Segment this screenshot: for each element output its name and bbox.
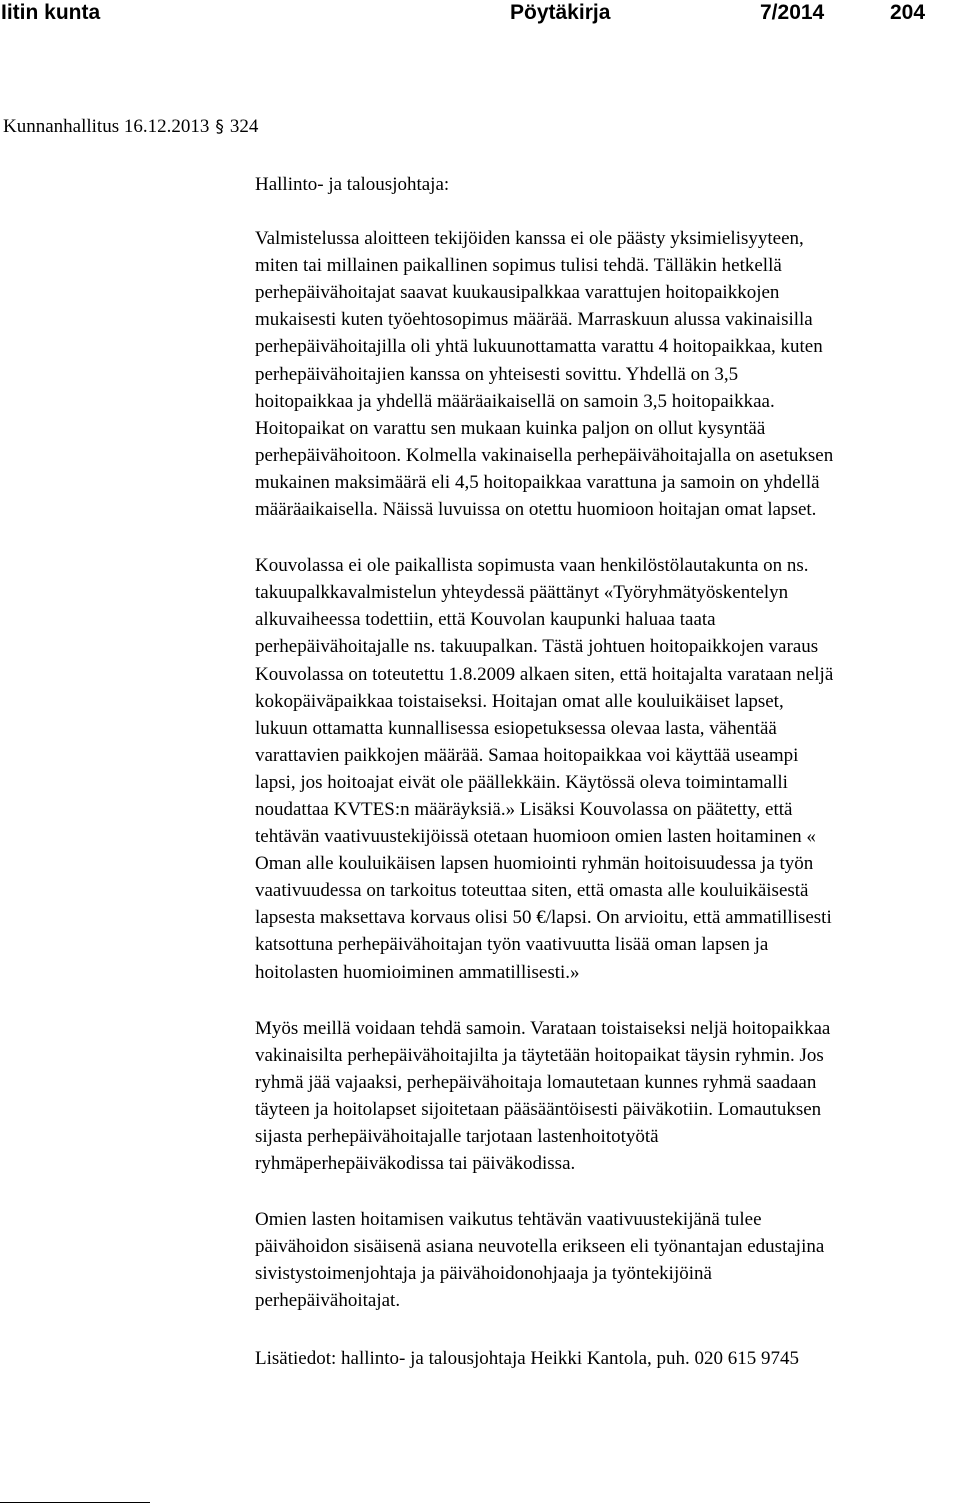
- meeting-body-date: Kunnanhallitus 16.12.2013: [3, 116, 210, 137]
- contact-info: Lisätiedot: hallinto- ja talousjohtaja Heikki Kantola, puh. 020 615 9745: [255, 1347, 800, 1369]
- document-body: [255, 171, 955, 1372]
- document-type: Pöytäkirja: [510, 1, 611, 24]
- paragraph-preparation: Valmistelussa aloitteen tekijöiden kanssa ei ole päästy yksimielisyyteen, miten tai millainen paikallinen sopimus tulisi tehdä. Tälläkin hetkellä perhepäivähoitajat saavat kuukausipalkkaa varattujen hoitopaikkojen mukaisesti kuten työehtosopimus määrää. Marraskuun alussa vakinaisilla perhepäivähoitajilla oli yhtä lukuunottamatta varattu 4 hoitopaikkaa, kuten perhepäivähoitajien kanssa on yhteisesti sovittu. Yhdellä on 3,5 hoitopaikkaa ja yhdellä määräaikaisellä on samoin 3,5 hoitopaikkaa. Hoitopaikat on varattu sen mukaan kuinka paljon on ollut kysyntää perhepäivähoitoon. Kolmella vakinaisella perhepäivähoitajalla on asetuksen mukainen maksimäärä eli 4,5 hoitopaikkaa varattuna ja samoin on yhdellä määräaikaisella. Näissä luvuissa on otettu huomioon hoitajan omat lapset.: [255, 228, 834, 521]
- speaker-heading: Hallinto- ja talousjohtaja:: [255, 174, 450, 195]
- paragraph-kouvola: Kouvolassa ei ole paikallista sopimusta vaan henkilöstölautakunta on ns. takuupalkkavalmistelun yhteydessä päättänyt «Työryhmätyöskentelyn alkuvaiheessa todettiin, että Kouvolan kaupunki haluaa taata perhepäivähoitajalle ns. takuupalkan. Tästä johtuen hoitopaikkojen varaus Kouvolassa on toteutettu 1.8.2009 alkaen siten, että hoitajalta varataan neljä kokopäiväpaikkaa toistaiseksi. Hoitajan omat alle kouluikäiset lapset, lukuun ottamatta kunnallisessa esiopetuksessa olevaa lasta, vähentää varattavien paikkojen määrää. Samaa hoitopaikkaa voi käyttää useampi lapsi, jos hoitoajat eivät ole päällekkäin. Käytössä oleva toimintamalli noudattaa KVTES:n määräyksiä.» Lisäksi Kouvolassa on päätetty, että tehtävän vaativuustekijöissä otetaan huomioon omien lasten hoitaminen « Oman alle kouluikäisen lapsen huomiointi ryhmän hoitoisuudessa ja työn vaativuudessa on tarkoitus toteuttaa siten, että omasta alle kouluikäisestä lapsesta maksettava korvaus olisi 50 €/lapsi. On arvioitu, että ammatillisesti katsottuna perhepäivähoitajan työn vaativuutta lisää oman lapsen ja hoitolasten huomioiminen ammatillisesti.»: [255, 555, 834, 983]
- paragraph-proposal: Myös meillä voidaan tehdä samoin. Varataan toistaiseksi neljä hoitopaikkaa vakinaisilta perhepäivähoitajilta ja täytetään hoitopaikat täysin ryhmin. Jos ryhmä jää vajaaksi, perhepäivähoitaja lomautetaan kunnes ryhmä saadaan täyteen ja hoitolapset sijoitetaan pääsääntöisesti päiväkotiin. Lomautuksen sijasta perhepäivähoitajalle tarjotaan lastenhoitotyötä ryhmäperhepäiväkodissa tai päiväkodissa.: [255, 1017, 831, 1175]
- paragraph-negotiation: Omien lasten hoitamisen vaikutus tehtävän vaativuustekijänä tulee päivähoidon sisäisenä asiana neuvotella erikseen eli työnantajan edustajina sivistystoimenjohtaja ja päivähoidonohjaaja ja työntekijöinä perhepäivähoitajat.: [255, 1209, 825, 1312]
- meeting-line: [3, 116, 258, 138]
- page-header: [0, 0, 960, 30]
- section-symbol: §: [215, 117, 224, 137]
- organization-name: Iitin kunta: [1, 1, 101, 24]
- section-number: 324: [229, 116, 259, 137]
- minutes-number: 7/2014: [760, 1, 825, 24]
- footnote-separator: [0, 1502, 150, 1503]
- page-number: 204: [890, 1, 926, 24]
